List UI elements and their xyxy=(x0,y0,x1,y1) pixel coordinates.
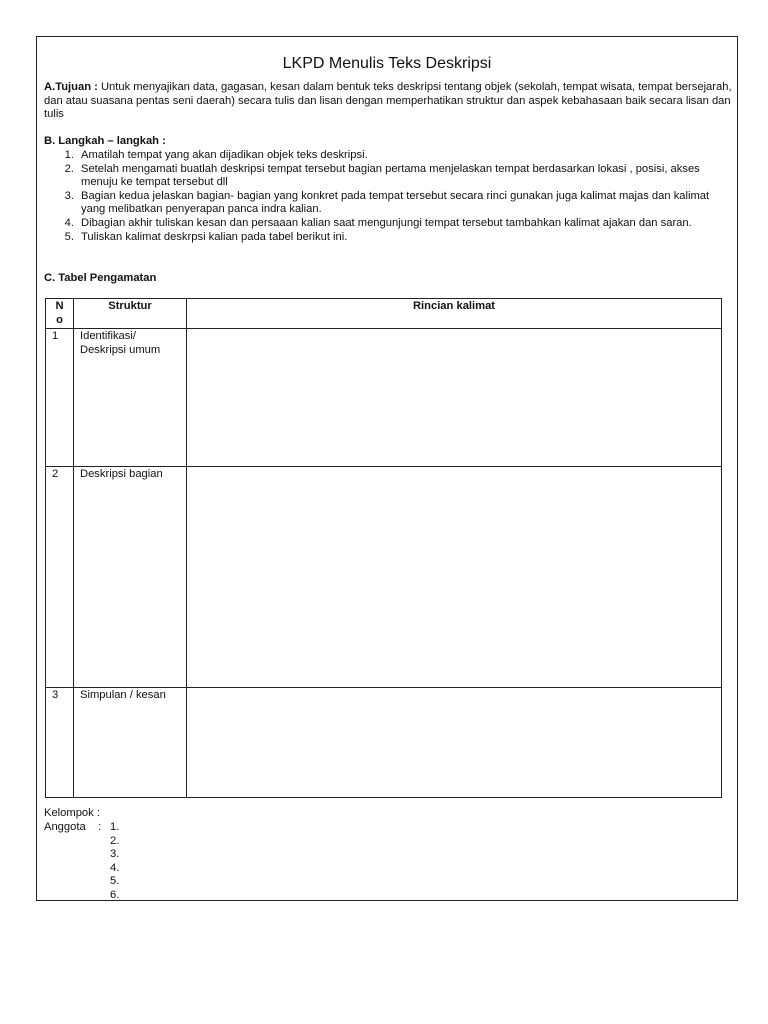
anggota-number: 4. xyxy=(110,861,120,874)
table-row xyxy=(46,329,722,467)
anggota-row xyxy=(44,862,130,876)
step-number: 5. xyxy=(64,230,74,243)
step-text: Tuliskan kalimat deskrpsi kalian pada tabel berikut ini. xyxy=(81,230,348,243)
step-text: Dibagian akhir tuliskan kesan dan persaaan kalian saat mengunjungi tempat tersebut tambahkan kalimat ajakan dan saran. xyxy=(81,216,692,229)
anggota-row xyxy=(44,848,130,862)
row-rincian-field[interactable] xyxy=(187,688,722,798)
kelompok-label: Kelompok : xyxy=(44,807,100,819)
step-item xyxy=(44,231,734,245)
tabel-heading: C. Tabel Pengamatan xyxy=(44,272,157,284)
header-no-line2: o xyxy=(56,313,63,326)
row-struktur xyxy=(74,329,187,467)
step-item xyxy=(44,163,734,190)
row-rincian-field[interactable] xyxy=(187,329,722,467)
table-row xyxy=(46,467,722,688)
anggota-list xyxy=(44,821,130,903)
anggota-number: 3. xyxy=(110,848,120,861)
step-text: Bagian kedua jelaskan bagian- bagian yang konkret pada tempat tersebut secara rinci gunakan juga kalimat majas dan kalimat yang melibatkan penyerapan panca indra kalian. xyxy=(81,189,710,216)
anggota-number: 1. xyxy=(110,821,120,833)
page-title: LKPD Menulis Teks Deskripsi xyxy=(282,55,492,72)
tujuan-text: Untuk menyajikan data, gagasan, kesan dalam bentuk teks deskripsi tentang objek (sekolah, tempat wisata, tempat bersejarah, dan atau suasana pentas seni daerah) secara tulis dan lisan dengan memperhatikan struktur dan aspek kebahasaan baik secara lisan dan tulis xyxy=(44,81,732,121)
observation-table xyxy=(45,298,722,798)
struktur-line: Identifikasi/ xyxy=(80,330,136,343)
header-no-line1: N xyxy=(55,300,64,312)
anggota-row xyxy=(44,875,130,889)
step-number: 3. xyxy=(64,189,74,202)
row-number: 2 xyxy=(46,467,74,688)
anggota-number: 2. xyxy=(110,834,120,847)
anggota-colon: : xyxy=(98,821,102,833)
step-number: 2. xyxy=(64,162,74,175)
table-header-row xyxy=(46,299,722,329)
struktur-line: Deskripsi bagian xyxy=(80,468,163,481)
row-struktur xyxy=(74,467,187,688)
anggota-number: 6. xyxy=(110,888,120,901)
header-no xyxy=(46,299,74,329)
anggota-row xyxy=(44,835,130,849)
header-struktur: Struktur xyxy=(74,299,187,329)
tujuan-label: A.Tujuan : xyxy=(44,81,98,93)
table-row xyxy=(46,688,722,798)
anggota-label-text: Anggota xyxy=(44,821,86,833)
step-item xyxy=(44,149,734,163)
step-number: 1. xyxy=(64,149,74,161)
step-item xyxy=(44,217,734,231)
tujuan-section xyxy=(44,81,734,122)
anggota-row xyxy=(44,889,130,903)
langkah-heading: B. Langkah – langkah : xyxy=(44,135,166,147)
header-rincian: Rincian kalimat xyxy=(187,299,722,329)
struktur-line: Deskripsi umum xyxy=(80,343,161,356)
langkah-steps xyxy=(44,149,734,244)
step-item xyxy=(44,190,734,217)
step-text: Setelah mengamati buatlah deskripsi tempat tersebut bagian pertama menjelaskan tempat berdasarkan lokasi , posisi, akses menuju ke tempat tersebut dll xyxy=(81,162,700,189)
step-number: 4. xyxy=(64,216,74,229)
worksheet-frame xyxy=(36,36,738,901)
anggota-number: 5. xyxy=(110,875,120,888)
row-number: 3 xyxy=(46,688,74,798)
anggota-label xyxy=(44,821,110,835)
struktur-line: Simpulan / kesan xyxy=(80,689,166,702)
row-rincian-field[interactable] xyxy=(187,467,722,688)
row-struktur xyxy=(74,688,187,798)
step-text: Amatilah tempat yang akan dijadikan objek teks deskripsi. xyxy=(81,149,368,161)
anggota-row xyxy=(44,821,130,835)
row-number: 1 xyxy=(46,329,74,467)
